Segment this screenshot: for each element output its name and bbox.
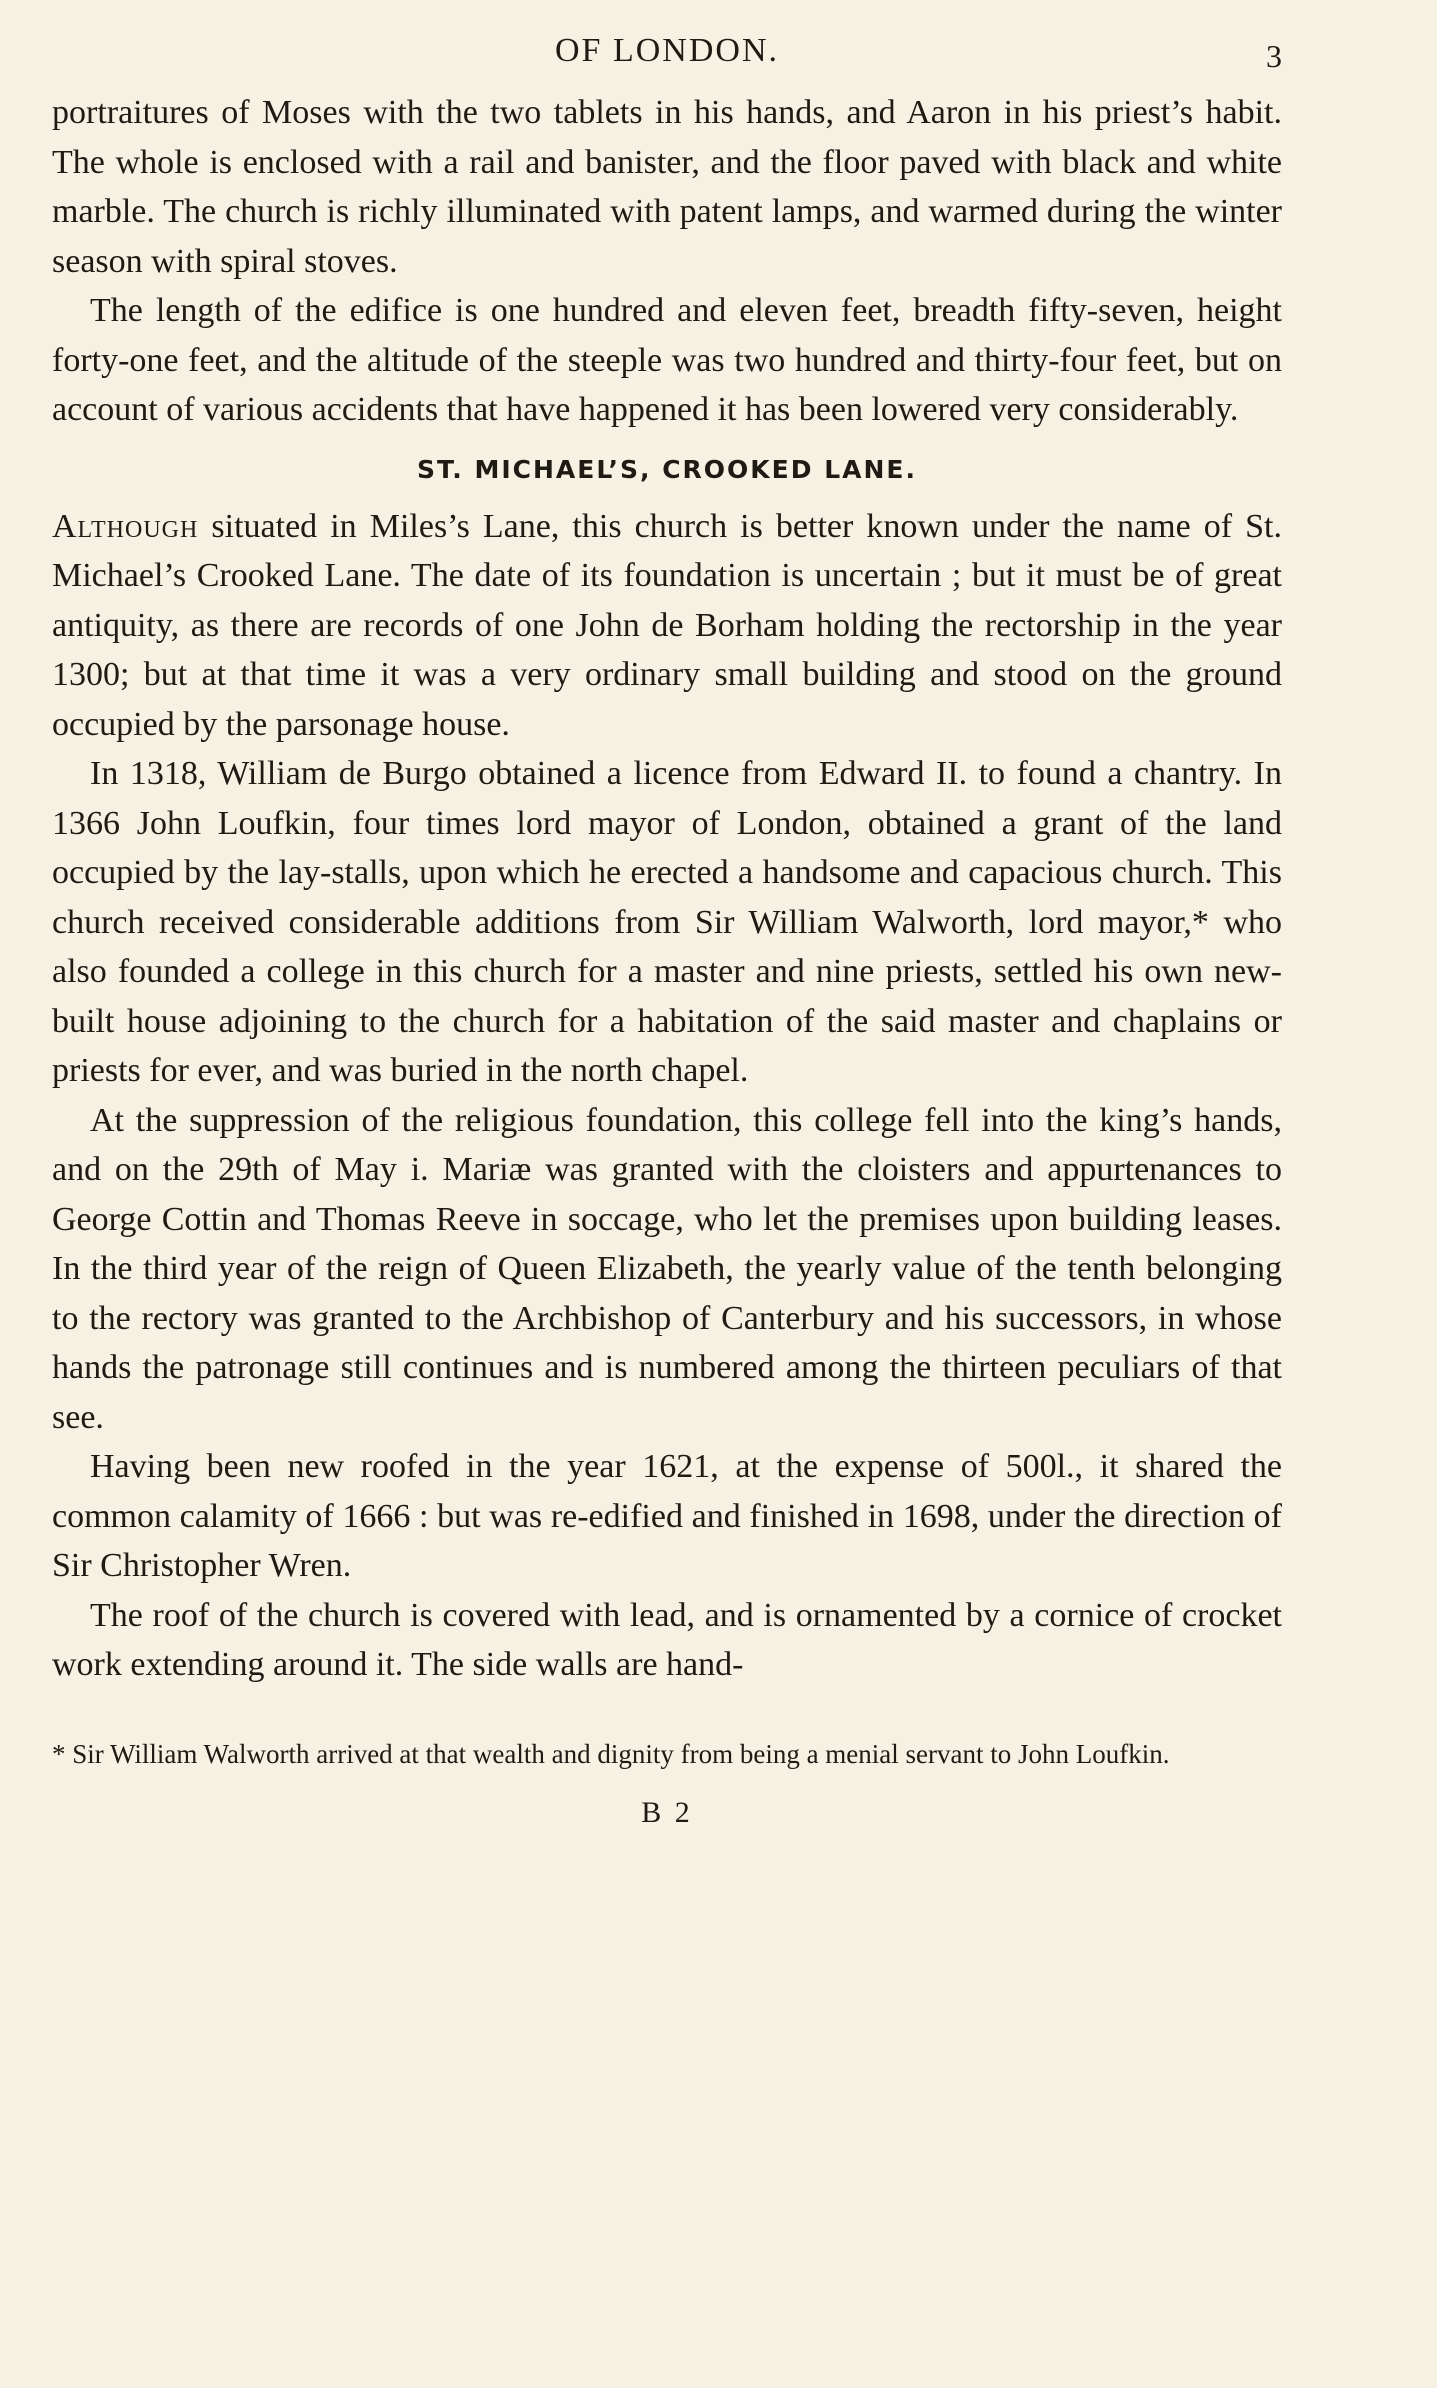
running-head xyxy=(52,28,1282,88)
section-heading: ST. MICHAEL’S, CROOKED LANE. xyxy=(416,454,917,484)
paragraph-continued: portraitures of Moses with the two tablets in his hands, and Aaron in his priest’s habit. The whole is enclosed with a rail and banister, and the floor paved with black and white marble. The church is richly illuminated with patent lamps, and warmed during the winter season with spiral stoves. xyxy=(52,94,1282,280)
paragraph-rebuilding: Having been new roofed in the year 1621, at the expense of 500l., it shared the common calamity of 1666 : but was re-edified and finished in 1698, under the direction of Sir Christopher Wren. xyxy=(52,1448,1282,1584)
running-title: OF LONDON. xyxy=(555,32,779,69)
lead-word: Although xyxy=(52,507,199,545)
paragraph-roof: The roof of the church is covered with lead, and is ornamented by a cornice of crocket work extending around it. The side walls are hand- xyxy=(52,1596,1282,1683)
signature-mark: B 2 xyxy=(641,1795,693,1829)
section-opening-text: situated in Miles’s Lane, this church is better known under the name of St. Michael’s Crooked Lane. The date of its foundation is uncertain ; but it must be of great antiquity, as there are records of one John de Borham holding the rectorship in the year 1300; but at that time it was a very ordinary small building and stood on the ground occupied by the parsonage house. xyxy=(52,507,1282,743)
body-text xyxy=(52,88,1282,1690)
paragraph-section-opening xyxy=(52,502,1282,750)
paragraph-history: In 1318, William de Burgo obtained a licence from Edward II. to found a chantry. In 1366 John Loufkin, four times lord mayor of London, obtained a grant of the land occupied by the lay-stalls, upon which he erected a handsome and capacious church. This church received considerable additions from Sir William Walworth, lord mayor,* who also founded a college in this church for a master and nine priests, settled his own new-built house adjoining to the church for a habitation of the said master and chaplains or priests for ever, and was buried in the north chapel. xyxy=(52,755,1282,1089)
paragraph-dimensions: The length of the edifice is one hundred and eleven feet, breadth fifty-seven, height forty-one feet, and the altitude of the steeple was two hundred and thirty-four feet, but on account of various accidents that have happened it has been lowered very considerably. xyxy=(52,292,1282,428)
paragraph-suppression: At the suppression of the religious foundation, this college fell into the king’s hands, and on the 29th of May i. Mariæ was granted with the cloisters and appurtenances to George Cottin and Thomas Reeve in soccage, who let the premises upon building leases. In the third year of the reign of Queen Elizabeth, the yearly value of the tenth belonging to the rectory was granted to the Archbishop of Canterbury and his successors, in whose hands the patronage still continues and is numbered among the thirteen peculiars of that see. xyxy=(52,1101,1282,1436)
page-number: 3 xyxy=(1266,38,1282,74)
book-page xyxy=(52,28,1282,2368)
footnote: * Sir William Walworth arrived at that wealth and dignity from being a menial servant to John Loufkin. xyxy=(52,1738,1170,1769)
